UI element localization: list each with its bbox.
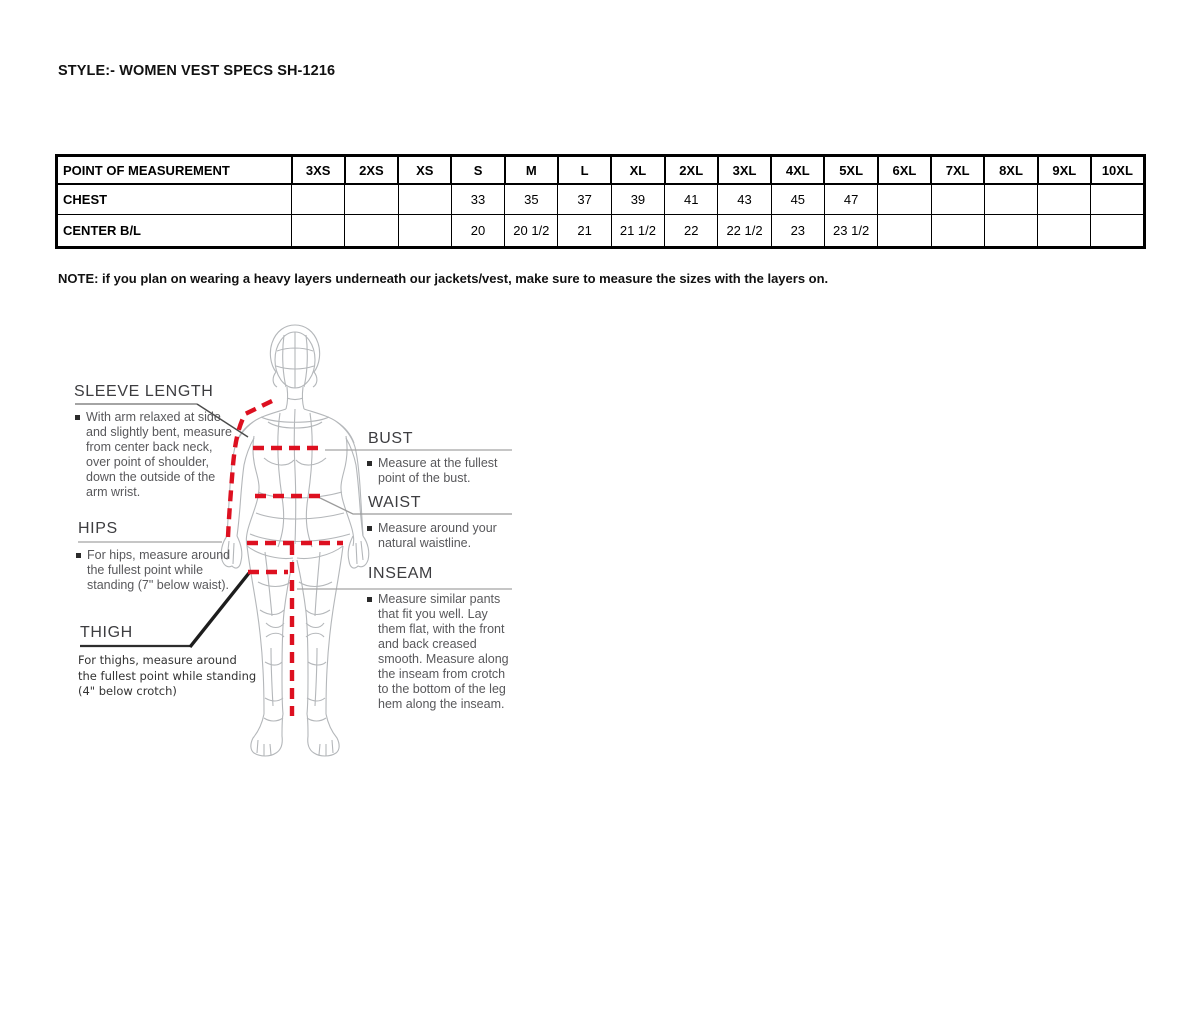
cell: 20: [451, 215, 504, 248]
hips-heading: HIPS: [78, 520, 118, 537]
cell: [398, 215, 451, 248]
column-header: 3XS: [292, 156, 345, 185]
thigh-instructions: For thighs, measure around the fullest point while standing (4" below crotch): [78, 653, 257, 698]
column-header: 5XL: [824, 156, 877, 185]
cell: 35: [505, 184, 558, 215]
cell: [878, 215, 931, 248]
cell: [931, 215, 984, 248]
cell: 21: [558, 215, 611, 248]
cell: 45: [771, 184, 824, 215]
cell: [292, 184, 345, 215]
cell: [398, 184, 451, 215]
waist-instructions: Measure around your natural waistline.: [367, 521, 517, 551]
cell: [1091, 184, 1144, 215]
bust-heading: BUST: [368, 430, 414, 447]
cell: 20 1/2: [505, 215, 558, 248]
cell: [984, 184, 1037, 215]
column-header: 3XL: [718, 156, 771, 185]
bust-instructions: Measure at the fullest point of the bust.: [367, 456, 517, 486]
column-header: 2XS: [345, 156, 398, 185]
column-header: 7XL: [931, 156, 984, 185]
bullet-icon: [367, 526, 372, 531]
cell: [931, 184, 984, 215]
bullet-icon: [367, 461, 372, 466]
cell: 22 1/2: [718, 215, 771, 248]
column-header: 9XL: [1038, 156, 1091, 185]
sleeve-measure-line: [228, 401, 272, 537]
cell: 41: [665, 184, 718, 215]
cell: [1038, 184, 1091, 215]
column-header: XL: [611, 156, 664, 185]
note-text: NOTE: if you plan on wearing a heavy layers underneath our jackets/vest, make sure to measure the sizes with the layers on.: [58, 271, 829, 286]
bullet-icon: [76, 553, 81, 558]
column-header: L: [558, 156, 611, 185]
cell: [345, 184, 398, 215]
cell: 47: [824, 184, 877, 215]
inseam-instructions: Measure similar pants that fit you well. Lay them flat, with the front and back creased smooth. Measure along the inseam from crotch to the bottom of the leg hem along the inseam.: [367, 592, 519, 712]
measurement-diagram: [60, 320, 530, 770]
column-header: 2XL: [665, 156, 718, 185]
size-table-header-row: [57, 156, 1145, 185]
cell: [1091, 215, 1144, 248]
table-row-chest: [57, 184, 1145, 215]
row-label: CENTER B/L: [57, 215, 292, 248]
inseam-heading: INSEAM: [368, 565, 433, 582]
thigh-heading: THIGH: [80, 624, 133, 641]
column-header: S: [451, 156, 504, 185]
cell: 37: [558, 184, 611, 215]
sleeve-length-heading: SLEEVE LENGTH: [74, 383, 214, 400]
cell: 23 1/2: [824, 215, 877, 248]
column-header: XS: [398, 156, 451, 185]
column-header: 4XL: [771, 156, 824, 185]
row-label: CHEST: [57, 184, 292, 215]
hips-instructions: For hips, measure around the fullest point while standing (7" below waist).: [76, 548, 241, 593]
cell: 39: [611, 184, 664, 215]
table-row-center-bl: [57, 215, 1145, 248]
cell: [1038, 215, 1091, 248]
column-header: 8XL: [984, 156, 1037, 185]
column-header: 10XL: [1091, 156, 1144, 185]
cell: 22: [665, 215, 718, 248]
page-title: STYLE:- WOMEN VEST SPECS SH-1216: [58, 63, 336, 79]
bullet-icon: [75, 415, 80, 420]
column-header: POINT OF MEASUREMENT: [57, 156, 292, 185]
cell: [984, 215, 1037, 248]
cell: [345, 215, 398, 248]
size-table: [55, 154, 1146, 249]
cell: 43: [718, 184, 771, 215]
bullet-icon: [367, 597, 372, 602]
waist-heading: WAIST: [368, 494, 422, 511]
column-header: 6XL: [878, 156, 931, 185]
cell: [292, 215, 345, 248]
cell: [878, 184, 931, 215]
cell: 33: [451, 184, 504, 215]
cell: 21 1/2: [611, 215, 664, 248]
column-header: M: [505, 156, 558, 185]
cell: 23: [771, 215, 824, 248]
sleeve-length-instructions: With arm relaxed at side and slightly bent, measure from center back neck, over point of shoulder, down the outside of the arm wrist.: [75, 410, 233, 500]
